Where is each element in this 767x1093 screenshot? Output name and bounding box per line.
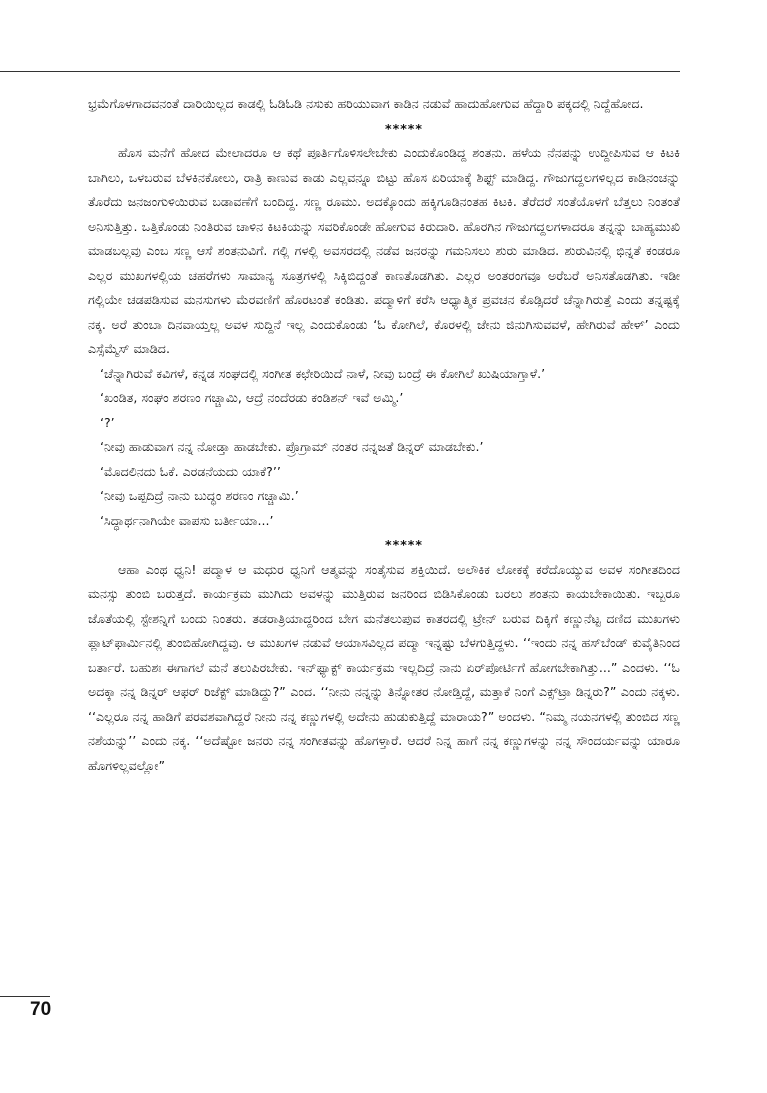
section-break-1: ***** (385, 120, 423, 136)
dialogue-line: ‘ಸಿದ್ಧಾರ್ಥನಾಗಿಯೇ ವಾಪಸು ಬರ್ತೀಯಾ...’ (100, 512, 274, 528)
top-rule (0, 71, 680, 72)
dialogue-line: ‘ಖಂಡಿತ, ಸಂಘಂ ಶರಣಂ ಗಚ್ಚಾಮಿ, ಆದ್ರೆ ನಂದೆರಡು ಕಂಡಿಶನ್ ಇವೆ ಅಮ್ಮಿ.’ (100, 390, 404, 405)
body-text (88, 92, 680, 778)
section-break-2: ***** (385, 537, 423, 552)
bottom-rule (0, 996, 50, 997)
paragraph-2: ಹೊಸ ಮನೆಗೆ ಹೋದ ಮೇಲಾದರೂ ಆ ಕಥೆ ಪೂರ್ತಿಗೊಳಿಸಲೇಬೇಕು ಎಂದುಕೊಂಡಿದ್ದ ಶಂತನು. ಹಳೆಯ ನೆನಪನ್ನು ಉದ್ದೀಪಿಸುವ ಆ ಕಿಟಕಿ ಬಾಗಿಲು, ಒಳಬರುವ ಬೆಳಕಿನಕೋಲು, ರಾತ್ರಿ ಕಾಣುವ ಕಾಡು ಎಲ್ಲವನ್ನೂ ಬಿಟ್ಟು ಹೊಸ ಏರಿಯಾಕ್ಕೆ ಶಿಫ್ಟ್ ಮಾಡಿದ್ದ. ಗೌಜುಗದ್ದಲಗಳಿಲ್ಲದ ಕಾಡಿನಂಚನ್ನು ತೊರೆದು ಜನಜಂಗುಳಿಯಿರುವ ಬಡಾವಣೆಗೆ ಬಂದಿದ್ದ. ಸಣ್ಣ ರೂಮು. ಅದಕ್ಕೊಂದು ಹಕ್ಕಿಗೂಡಿನಂತಹ ಕಿಟಕಿ. ತೆರೆದರೆ ಸಂತೆಯೊಳಗೆ ಬೆತ್ತಲು ನಿಂತಂತೆ ಅನಿಸುತ್ತಿತ್ತು. ಒತ್ತಿಕೊಂಡು ನಿಂತಿರುವ ಚಾಳಿನ ಕಿಟಕಿಯನ್ನು ಸವರಿಕೊಂಡೇ ಹೋಗುವ ಕಿರುದಾರಿ. ಹೊರಗಿನ ಗೌಜುಗದ್ದಲಗಳಾದರೂ ತನ್ನನ್ನು ಬಾಹ್ಯಮುಖಿ ಮಾಡಬಲ್ಲವು ಎಂಬ ಸಣ್ಣ ಆಸೆ ಶಂತನುವಿಗೆ. ಗಲ್ಲಿ ಗಳಲ್ಲಿ ಅವಸರದಲ್ಲಿ ನಡೆವ ಜನರನ್ನು ಗಮನಿಸಲು ಶುರು ಮಾಡಿದ. ಶುರುವಿನಲ್ಲಿ ಭಿನ್ನತೆ ಕಂಡರೂ ಎಲ್ಲರ ಮುಖಗಳಲ್ಲಿಯ ಚಹರೆಗಳು ಸಾಮಾನ್ಯ ಸೂತ್ರಗಳಲ್ಲಿ ಸಿಕ್ಕಿಬಿದ್ದಂತೆ ಕಾಣತೊಡಗಿತು. ಎಲ್ಲರ ಅಂತರಂಗವೂ ಅರೆಬರೆ ಅನಿಸತೊಡಗಿತು. ಇಡೀ ಗಲ್ಲಿಯೇ ಚಡಪಡಿಸುವ ಮನಸುಗಳು ಮೆರವಣಿಗೆ ಹೊರಟಂತೆ ಕಂಡಿತು. ಪದ್ಮಾಳಿಗೆ ಕರೆಸಿ ಆಧ್ಯಾತ್ಮಿಕ ಪ್ರವಚನ ಕೊಡ್ಸಿದರೆ ಚೆನ್ನಾಗಿರುತ್ತೆ ಎಂದು ತನ್ನಷ್ಟಕ್ಕೆ ನಕ್ಕ. ಅರೆ ತುಂಬಾ ದಿನವಾಯ್ತಲ್ಲ ಅವಳ ಸುದ್ದಿನೆ ಇಲ್ಲ ಎಂದುಕೊಂಡು ‘ಓ ಕೋಗಿಲೆ, ಕೊರಳಲ್ಲಿ ಜೇನು ಜಿನುಗಿಸುವವಳೆ, ಹೇಗಿರುವೆ ಹೇಳ್’ ಎಂದು ಎಸ್ಸೆಮ್ಮೆಸ್ ಮಾಡಿದ. (88, 145, 680, 356)
paragraph-3: ಆಹಾ ಎಂಥ ಧ್ವನಿ! ಪದ್ಮಾಳ ಆ ಮಧುರ ಧ್ವನಿಗೆ ಆತ್ಮವನ್ನು ಸಂತೈಸುವ ಶಕ್ತಿಯಿದೆ. ಅಲೌಕಿಕ ಲೋಕಕ್ಕೆ ಕರೆದೊಯ್ಯುವ ಅವಳ ಸಂಗೀತದಿಂದ ಮನಸ್ಸು ತುಂಬಿ ಬರುತ್ತದೆ. ಕಾರ್ಯಕ್ರಮ ಮುಗಿದು ಅವಳನ್ನು ಮುತ್ತಿರುವ ಜನರಿಂದ ಬಿಡಿಸಿಕೊಂಡು ಬರಲು ಶಂತನು ಕಾಯಬೇಕಾಯಿತು. ಇಬ್ಬರೂ ಜೊತೆಯಲ್ಲಿ ಸ್ಟೇಶನ್ನಿಗೆ ಬಂದು ನಿಂತರು. ತಡರಾತ್ರಿಯಾದ್ದರಿಂದ ಬೇಗ ಮನೆತಲುಪುವ ಕಾತರದಲ್ಲಿ ಟ್ರೇನ್ ಬರುವ ದಿಕ್ಕಿಗೆ ಕಣ್ಣುನೆಟ್ಟ ದಣಿದ ಮುಖಗಳು ಪ್ಲಾಟ್‌ಫಾರ್ಮಿನಲ್ಲಿ ತುಂಬಿಹೋಗಿದ್ದವು. ಆ ಮುಖಗಳ ನಡುವೆ ಆಯಾಸವಿಲ್ಲದ ಪದ್ಮಾ ಇನ್ನಷ್ಟು ಬೆಳಗುತ್ತಿದ್ದಳು. ‘‘ಇಂದು ನನ್ನ ಹಸ್‌ಬೆಂಡ್ ಕುವೈತಿನಿಂದ ಬರ್ತಾರೆ. ಬಹುಶಃ ಈಗಾಗಲೆ ಮನೆ ತಲುಪಿರಬೇಕು. ಇನ್‌ಫ್ಯಾಕ್ಟ್ ಕಾರ್ಯಕ್ರಮ ಇಲ್ಲದಿದ್ರೆ ನಾನು ಏರ್‌ಪೋರ್ಟಿಗೆ ಹೋಗಬೇಕಾಗಿತ್ತು...” ಎಂದಳು. ‘‘ಓ ಅದಕ್ಕಾ ನನ್ನ ಡಿನ್ನರ್ ಆಫರ್ ರಿಜೆಕ್ಟ್ ಮಾಡಿದ್ದು?” ಎಂದ. ‘‘ನೀನು ನನ್ನನ್ನು ತಿನ್ನೋತರ ನೋಡ್ತಿದ್ದೆ, ಮತ್ತಾಕೆ ನಿಂಗೆ ಎಕ್ಸ್‌ಟ್ರಾ ಡಿನ್ನರು?” ಎಂದು ನಕ್ಕಳು. ‘‘ಎಲ್ಲರೂ ನನ್ನ ಹಾಡಿಗೆ ಪರವಶವಾಗಿದ್ದರೆ ನೀನು ನನ್ನ ಕಣ್ಣುಗಳಲ್ಲಿ ಅದೇನು ಹುಡುಕುತ್ತಿದ್ದೆ ಮಾರಾಯ?” ಅಂದಳು. “ನಿಮ್ಮ ನಯನಗಳಲ್ಲಿ ತುಂಬಿದ ಸಣ್ಣ ನಶೆಯನ್ನು’’ ಎಂದು ನಕ್ಕ. ‘‘ಅದೆಷ್ಟೋ ಜನರು ನನ್ನ ಸಂಗೀತವನ್ನು ಹೊಗಳ್ತಾರೆ. ಆದರೆ ನಿನ್ನ ಹಾಗೆ ನನ್ನ ಕಣ್ಣುಗಳನ್ನು ನನ್ನ ಸೌಂದರ್ಯವನ್ನು ಯಾರೂ ಹೊಗಳಿಲ್ಲವಲ್ಲೋ” (88, 561, 680, 773)
dialogue-line: ‘ಮೊದಲಿನದು ಓಕೆ. ಎರಡನೆಯದು ಯಾಕೆ?’’ (100, 463, 281, 479)
dialogue-line: ‘?’ (100, 414, 115, 430)
dialogue-line: ‘ನೀವು ಒಪ್ಪದಿದ್ರೆ ನಾನು ಬುದ್ಧಂ ಶರಣಂ ಗಚ್ಚಾಮಿ.’ (100, 488, 299, 503)
dialogue-line: ‘ನೀವು ಹಾಡುವಾಗ ನನ್ನ ನೋಡ್ತಾ ಹಾಡಬೇಕು. ಪ್ರೊಗ್ರಾಮ್ ನಂತರ ನನ್ನಜತೆ ಡಿನ್ನರ್ ಮಾಡಬೇಕು.’ (100, 439, 484, 454)
page-number: 70 (30, 999, 52, 1020)
paragraph-1: ಭ್ರಮೆಗೊಳಗಾದವನಂತೆ ದಾರಿಯಿಲ್ಲದ ಕಾಡಲ್ಲಿ ಓಡಿಓಡಿ ನಸುಕು ಹರಿಯುವಾಗ ಕಾಡಿನ ನಡುವೆ ಹಾದುಹೋಗುವ ಹೆದ್ದಾರಿ ಪಕ್ಕದಲ್ಲಿ ನಿದ್ದೆಹೋದ. (88, 96, 644, 111)
dialogue-line: ‘ಚೆನ್ನಾಗಿರುವೆ ಕವಿಗಳೆ, ಕನ್ನಡ ಸಂಘದಲ್ಲಿ ಸಂಗೀತ ಕಛೇರಿಯಿದೆ ನಾಳೆ, ನೀವು ಬಂದ್ರೆ ಈ ಕೋಗಿಲೆ ಖುಷಿಯಾಗ್ತಾಳೆ.’ (100, 365, 546, 381)
